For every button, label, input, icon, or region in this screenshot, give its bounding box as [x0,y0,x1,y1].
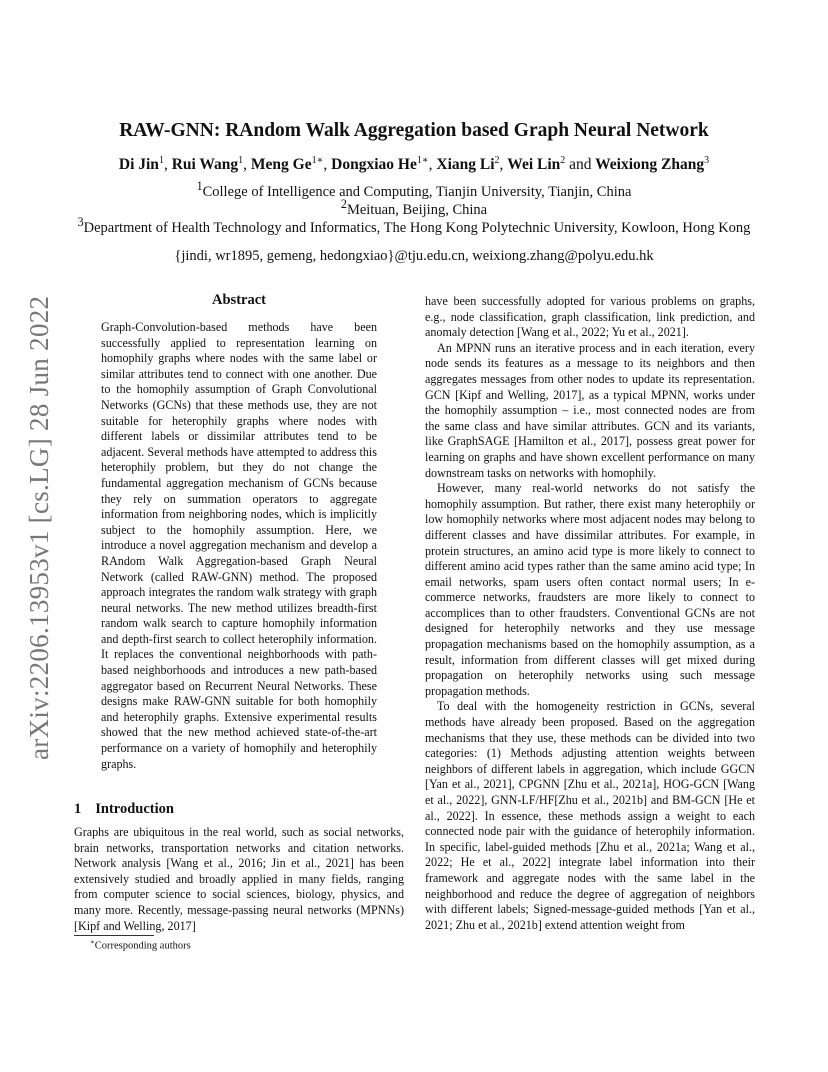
author-list: Di Jin$^1$, Rui Wang$^1$, Meng $Ge^{1∗}$, Dongxiao $He^{1∗}$, Xiang Li$^2$, Wei Lin$^2$ and Weixiong Zhang$^3$ [118,155,710,174]
affiliation-mark: 2 [340,197,347,211]
footnote-divider [74,935,154,936]
paragraph: However, many real-world networks do not satisfy the homophily assumption. But rather, there exist many heterophily or low homophily networks where most adjacent nodes may belong to different classes and have dissimilar attributes. For example, in protein structures, an amino acid type is more likely to connect to different amino acid types rather than the same amino acid type; In email networks, spam users often contact normal users; In e-commerce networks, fraudsters are more likely to connect to accomplices than to other fraudsters. Conventional GCNs are not designed for heterophily networks and they use message propagation mechanisms based on the homophily assumption, as a result, information from different classes will get mixed during propagation on heterophily networks using such message propagation methods. [425,481,755,698]
affiliation-text: College of Intelligence and Computing, Tianjin University, Tianjin, China [202,183,632,200]
intro-left-column [74,825,404,934]
arxiv-stamp-text: arXiv:2206.13953v1 [cs.LG] 28 Jun 2022 [24,295,54,760]
author-name: Wei Lin [507,156,561,174]
author-mark: 2 [560,155,566,166]
affiliation-3 [60,214,768,237]
author-name: Dongxiao He [331,156,417,174]
author-mark: 1 [238,155,244,166]
author-name: Meng Ge [250,156,312,174]
author-mark: 3 [704,155,710,166]
affiliation-mark: 3 [77,215,84,229]
author-name: Weixiong Zhang [595,156,705,174]
author-mark: 2 [494,155,500,166]
affiliation-text: Department of Health Technology and Informatics, The Hong Kong Polytechnic University, Kowloon, Hong Kong [83,219,751,236]
author-name: Xiang Li [436,156,495,174]
affiliation-mark: 1 [196,179,203,193]
footnote [90,938,191,952]
arxiv-stamp [10,295,60,760]
author-name: Rui Wang [171,156,239,174]
right-column [425,294,755,933]
paragraph: An MPNN runs an iterative process and in each iteration, every node sends its features as a message to its neighbors and then aggregates messages from other nodes to update its representation. GCN [Kipf and Welling, 2017], as a typical MPNN, works under the homophily assumption – i.e., most connected nodes are from the same class and have similar attributes. GCN and its variants, like GraphSAGE [Hamilton et al., 2017], possess great power for learning on graphs and have shown excellent performance on many downstream tasks on networks with homophily. [425,340,755,480]
affiliation-text: Meituan, Beijing, China [346,201,488,218]
paper-title: RAW-GNN: RAndom Walk Aggregation based Graph Neural Network [119,120,709,141]
footnote-text: Corresponding authors [94,940,191,952]
author-and: and [569,156,592,174]
footnote-mark: ∗ [90,938,95,946]
author-mark: 1∗ [311,155,324,166]
paragraph: Graphs are ubiquitous in the real world, such as social networks, brain networks, transportation networks and citation networks. Network analysis [Wang et al., 2016; Jin et al., 2021] has been extensively studied and broadly applied in many fields, ranging from computer science to social sciences, biology, physics, and many more. Recently, message-passing neural networks (MPNNs) [Kipf and Welling, 2017] [74,825,404,933]
author-mark: 1 [158,155,164,166]
author-name: Di Jin [118,156,159,174]
section-heading-introduction [74,801,174,818]
paragraph: have been successfully adopted for various problems on graphs, e.g., node classification, graph classification, link prediction, and anomaly detection [Wang et al., 2022; Yu et al., 2021]. [425,294,755,340]
author-emails: {jindi, wr1895, gemeng, hedongxiao}@tju.edu.cn, weixiong.zhang@polyu.edu.hk [174,248,654,264]
abstract-heading: Abstract [212,292,266,308]
abstract-body: Graph-Convolution-based methods have been successfully applied to representation learning on homophily graphs where nodes with the same label or similar attributes tend to connect with one another. Due to the homophily assumption of Graph Convolutional Networks (GCNs) that these methods use, they are not suitable for heterophily graphs where nodes with different labels or dissimilar attributes tend to be adjacent. Several methods have attempted to address this heterophily problem, but they do not change the fundamental aggregation mechanism of GCNs because they rely on summation operators to aggregate information from neighboring nodes, which is implicitly subject to the homophily assumption. Here, we introduce a novel aggregation mechanism and develop a RAndom Walk Aggregation-based Graph Neural Network (called RAW-GNN) method. The proposed approach integrates the random walk strategy with graph neural networks. The new method utilizes breadth-first random walk search to capture homophily information and depth-first search to collect heterophily information. It replaces the conventional neighborhoods with path-based neighborhoods and introduces a new path-based aggregator based on Recurrent Neural Networks. These designs make RAW-GNN suitable for both homophily and heterophily graphs. Extensive experimental results showed that the new method achieved state-of-the-art performance on a variety of homophily and heterophily graphs. [101,320,377,771]
paragraph: To deal with the homogeneity restriction in GCNs, several methods have already been proposed. Based on the aggregation mechanisms that they use, these methods can be divided into two categories: (1) Methods adjusting attention weights between neighbors of different labels in aggregation, which include GGCN [Yan et al., 2021], CPGNN [Zhu et al., 2021a], HOG-GCN [Wang et al., 2022], GNN-LF/HF[Zhu et al., 2021b] and BM-GCN [He et al., 2022]. In essence, these methods assign a weight to each connected node pair with the guidance of heterophily information. In specific, label-guided methods [Zhu et al., 2021a; Wang et al., 2022; He et al., 2022] integrate label information into their framework and aggregate nodes with the same label in the neighborhood and reduce the degree of aggregation of neighbors with different labels; Signed-message-guided methods [Yan et al., 2021; Zhu et al., 2021b] extend attention weight from [425,699,755,932]
author-mark: 1∗ [416,155,429,166]
section-number: 1 [74,801,82,817]
section-title: Introduction [95,801,174,817]
